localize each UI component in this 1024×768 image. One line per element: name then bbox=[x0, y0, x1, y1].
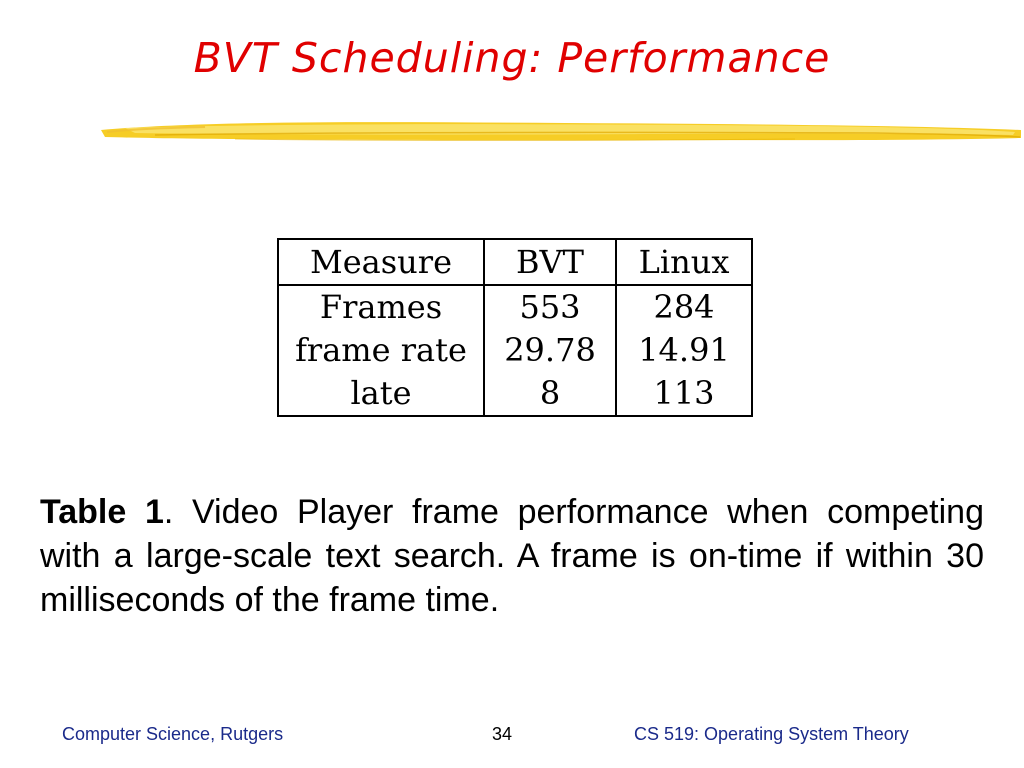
highlighter-stroke-decoration bbox=[95, 108, 1024, 152]
table-cell-bvt: 553 bbox=[484, 285, 616, 329]
table-row bbox=[278, 329, 752, 372]
table-cell-bvt: 8 bbox=[484, 372, 616, 416]
table-header-row bbox=[278, 239, 752, 285]
table-caption bbox=[40, 490, 984, 622]
caption-label: Table 1 bbox=[40, 493, 164, 531]
footer-course: CS 519: Operating System Theory bbox=[634, 724, 909, 744]
table-cell-measure: Frames bbox=[278, 285, 484, 329]
slide-title: BVT Scheduling: Performance bbox=[193, 34, 831, 82]
table-cell-bvt: 29.78 bbox=[484, 329, 616, 372]
footer-page-number: 34 bbox=[492, 724, 513, 744]
table-cell-measure: late bbox=[278, 372, 484, 416]
column-header-bvt: BVT bbox=[484, 239, 616, 285]
table-row bbox=[278, 285, 752, 329]
table-cell-linux: 14.91 bbox=[616, 329, 752, 372]
table-cell-linux: 113 bbox=[616, 372, 752, 416]
column-header-measure: Measure bbox=[278, 239, 484, 285]
caption-text: . Video Player frame performance when competing with a large-scale text search. A frame is on-time if within 30 milliseconds of the frame time. bbox=[40, 493, 984, 619]
column-header-linux: Linux bbox=[616, 239, 752, 285]
table-cell-linux: 284 bbox=[616, 285, 752, 329]
table-row bbox=[278, 372, 752, 416]
table-cell-measure: frame rate bbox=[278, 329, 484, 372]
footer-institution: Computer Science, Rutgers bbox=[62, 724, 284, 744]
performance-table bbox=[277, 238, 753, 417]
